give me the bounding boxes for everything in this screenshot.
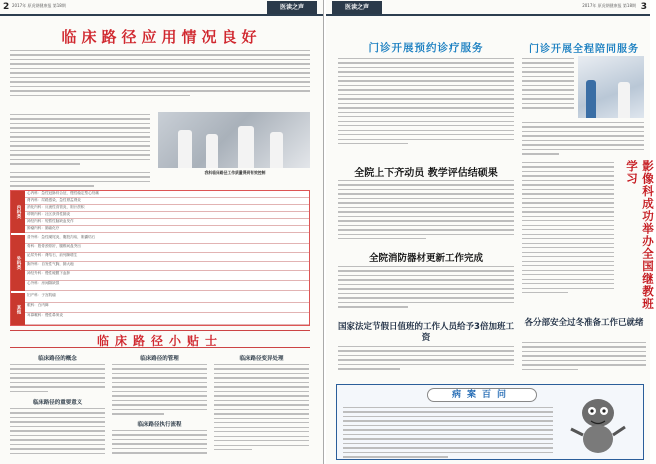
- cartoon-illustration: [563, 393, 633, 457]
- table-row: 骨科：股骨颈骨折，腰椎间盘突出: [25, 244, 309, 253]
- table-row: 肿瘤内科：肺癌化疗: [25, 226, 309, 233]
- table-group-label: 内科类: [11, 191, 25, 233]
- table-row: 神经内科：短暂性脑缺血发作: [25, 219, 309, 226]
- body-text-5: [214, 364, 309, 456]
- header-meta: 2017年 原虎钢健康报 第18期: [582, 3, 636, 8]
- pathway-table: [10, 190, 310, 326]
- column-head: 临床路径变异处理: [239, 356, 284, 362]
- page-title: 临床路径应用情况良好: [61, 28, 262, 46]
- page-number: 2: [3, 2, 10, 12]
- article-title-c: 全院上下齐动员 教学评估结硕果: [354, 168, 498, 179]
- right-page: [326, 0, 655, 464]
- table-row: 神经外科：慢性硬膜下血肿: [25, 271, 309, 281]
- table-row: 胸外科：自发性气胸，肺大疱: [25, 262, 309, 271]
- body-text-b2: [522, 122, 644, 158]
- body-text-2: [10, 172, 150, 188]
- body-text-6: [10, 408, 105, 458]
- section-tag: 医读之声: [332, 1, 382, 14]
- body-text-c: [338, 180, 514, 248]
- body-text-b: [522, 58, 574, 118]
- body-text-7: [112, 430, 207, 458]
- body-text-3: [10, 364, 105, 392]
- table-row: 消化内科：反流性食管炎，胆汁淤积: [25, 205, 309, 212]
- subtitle-banner: [10, 330, 310, 348]
- left-header: [0, 0, 323, 16]
- faq-text: [343, 407, 553, 457]
- article-title-e: 国家法定节假日值班的工作人员给予3倍加班工资: [338, 322, 514, 343]
- body-text-a: [338, 58, 514, 158]
- body-text-e: [338, 346, 514, 376]
- sub-title: 临床路径小贴士: [96, 334, 223, 348]
- vertical-title: 影像科成功举办全国继教班学习: [625, 160, 655, 310]
- article-title-f: 各分部安全过冬准备工作已就绪: [524, 318, 644, 328]
- header-meta: 2017年 原虎钢健康报 第18期: [12, 3, 66, 8]
- faq-box: [336, 384, 644, 460]
- article-title-b: 门诊开展全程陪同服务: [529, 44, 639, 55]
- column-head: 临床路径的概念: [38, 356, 77, 362]
- table-row: 耳鼻喉科：慢性鼻窦炎: [25, 313, 309, 325]
- column-head: 临床路径的管理: [140, 356, 179, 362]
- right-header: [326, 0, 650, 16]
- table-group-label: 外科类: [11, 235, 25, 291]
- photo-caption: 我科临床路径工作质量得到有效控制: [204, 170, 266, 175]
- page-number: 3: [640, 2, 647, 12]
- article-title-d: 全院消防器材更新工作完成: [368, 253, 483, 264]
- section-tag: 医读之声: [267, 1, 317, 14]
- table-row: 心外科：房间隔缺损: [25, 281, 309, 291]
- clinic-photo: [578, 56, 644, 118]
- body-text-g: [522, 342, 646, 376]
- body-text-d: [338, 266, 514, 312]
- article-title-a: 门诊开展预约诊疗服务: [368, 42, 484, 54]
- table-row: 眼科：白内障: [25, 303, 309, 313]
- table-group-label: 其他: [11, 293, 25, 325]
- column-head: 临床路径的重要意义: [32, 400, 83, 406]
- body-text-f: [522, 162, 614, 302]
- body-text-1: [10, 114, 150, 166]
- news-photo: [158, 112, 310, 168]
- table-row: 普外科：急性阑尾炎，腹股沟疝，胆囊结石: [25, 235, 309, 244]
- table-row: 肾内科：尿路感染，急性肾盂肾炎: [25, 198, 309, 205]
- column-title: 病案百问: [427, 388, 537, 402]
- table-row: 妇产科：子宫肌瘤: [25, 293, 309, 303]
- intro-text: [10, 50, 310, 110]
- left-page: [0, 0, 324, 464]
- table-row: 呼吸内科：社区获得性肺炎: [25, 212, 309, 219]
- table-row: 心内科：急性冠脉综合征，慢性稳定型心绞痛: [25, 191, 309, 198]
- body-text-4: [112, 364, 207, 416]
- table-row: 泌尿外科：肾结石，前列腺增生: [25, 253, 309, 262]
- column-head: 临床路径执行流程: [137, 422, 182, 428]
